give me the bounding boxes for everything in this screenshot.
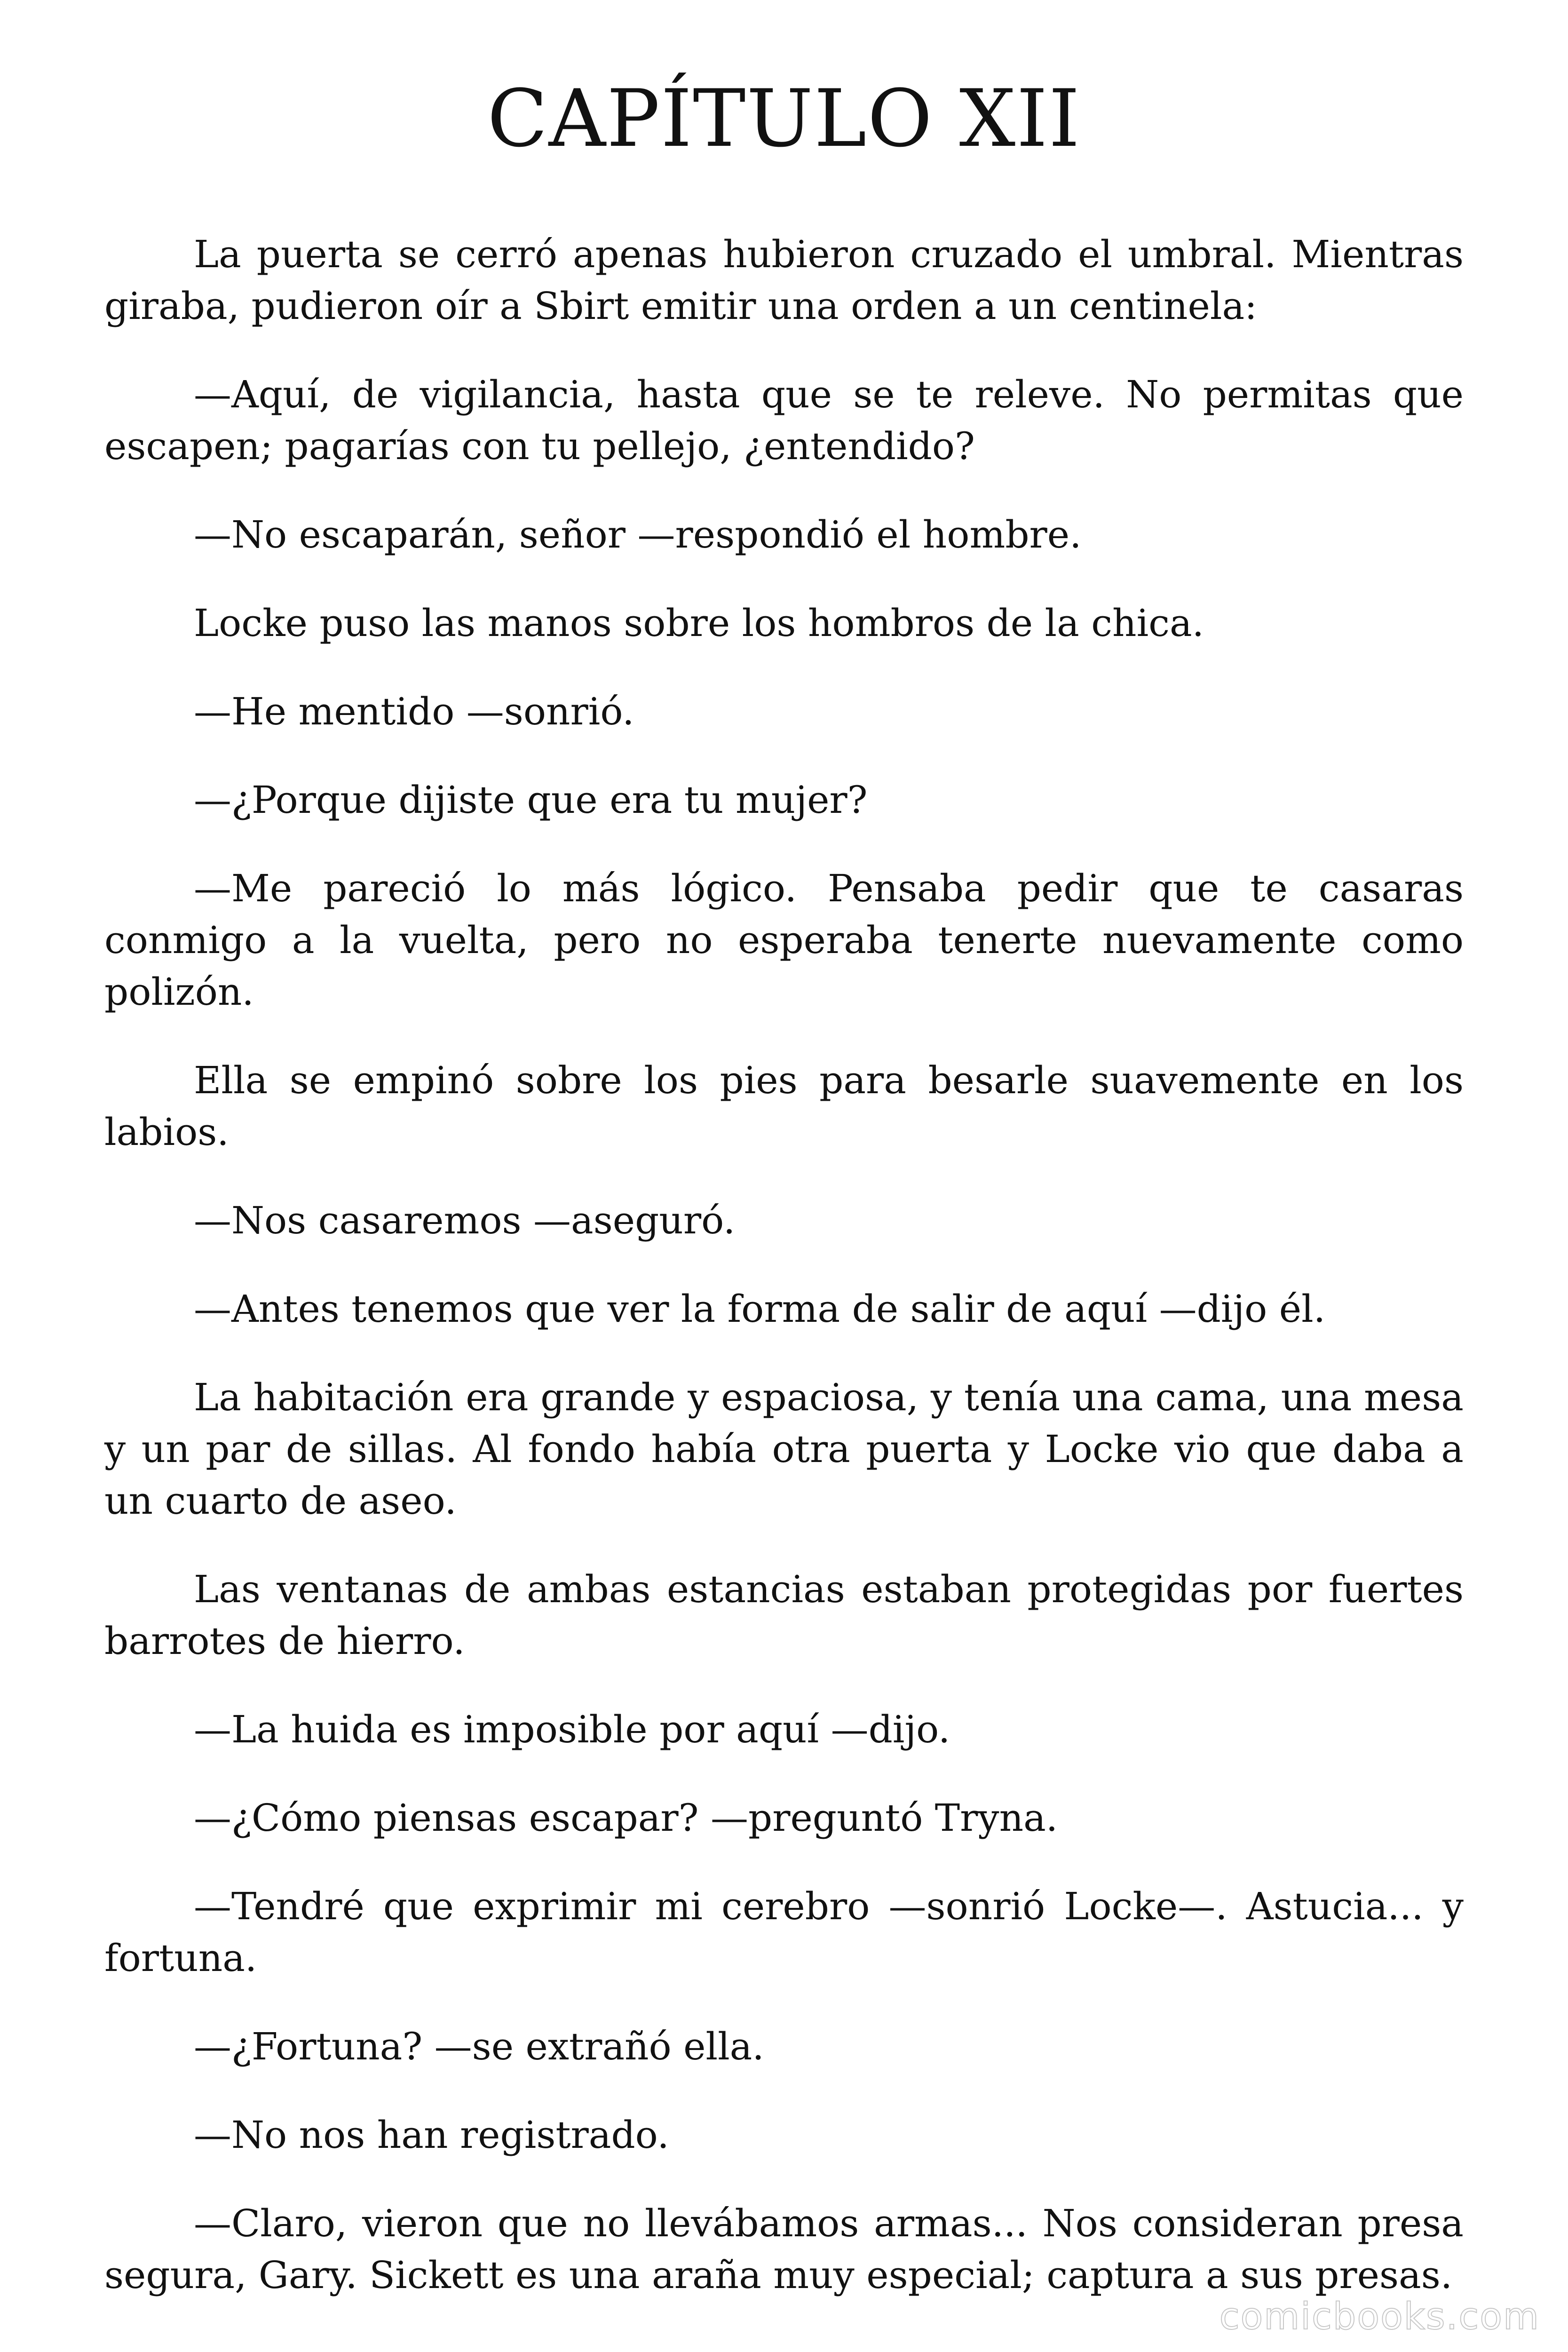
paragraph: Locke puso las manos sobre los hombros de la chica. bbox=[194, 601, 1204, 645]
paragraph: —¿Fortuna? —se extrañó ella. bbox=[194, 2025, 764, 2068]
chapter-title: CAPÍTULO XII bbox=[487, 72, 1081, 165]
paragraph: —Antes tenemos que ver la forma de salir de aquí —dijo él. bbox=[194, 1287, 1326, 1331]
paragraph: —Tendré que exprimir mi cerebro —sonrió Locke—. Astucia... y fortuna. bbox=[104, 1884, 1464, 1980]
paragraph: —¿Cómo piensas escapar? —preguntó Tryna. bbox=[194, 1796, 1058, 1840]
paragraph: —Claro, vieron que no llevábamos armas... Nos consideran presa segura, Gary. Sickett es una araña muy especial; captura a sus presas. bbox=[104, 2201, 1464, 2297]
paragraph: —He mentido —sonrió. bbox=[194, 690, 634, 733]
paragraph: La puerta se cerró apenas hubieron cruzado el umbral. Mientras giraba, pudieron oír a Sbirt emitir una orden a un centinela: bbox=[104, 232, 1464, 328]
paragraph: —La huida es imposible por aquí —dijo. bbox=[194, 1708, 950, 1751]
paragraph: La habitación era grande y espaciosa, y tenía una cama, una mesa y un par de sillas. Al fondo había otra puerta y Locke vio que daba a un cuarto de aseo. bbox=[104, 1375, 1464, 1523]
paragraph: —¿Porque dijiste que era tu mujer? bbox=[194, 778, 868, 822]
paragraph: —Me pareció lo más lógico. Pensaba pedir que te casaras conmigo a la vuelta, pero no esperaba tenerte nuevamente como polizón. bbox=[104, 866, 1464, 1014]
chapter-body bbox=[104, 229, 1464, 2338]
paragraph: —No escaparán, señor —respondió el hombre. bbox=[194, 513, 1082, 556]
paragraph: —Nos casaremos —aseguró. bbox=[194, 1199, 736, 1242]
watermark: comicbooks.com bbox=[1219, 2296, 1540, 2338]
paragraph: Las ventanas de ambas estancias estaban protegidas por fuertes barrotes de hierro. bbox=[104, 1567, 1464, 1663]
paragraph: —No nos han registrado. bbox=[194, 2113, 669, 2157]
paragraph: —Aquí, de vigilancia, hasta que se te releve. No permitas que escapen; pagarías con tu pellejo, ¿entendido? bbox=[104, 373, 1464, 468]
paragraph: Ella se empinó sobre los pies para besarle suavemente en los labios. bbox=[104, 1058, 1464, 1154]
